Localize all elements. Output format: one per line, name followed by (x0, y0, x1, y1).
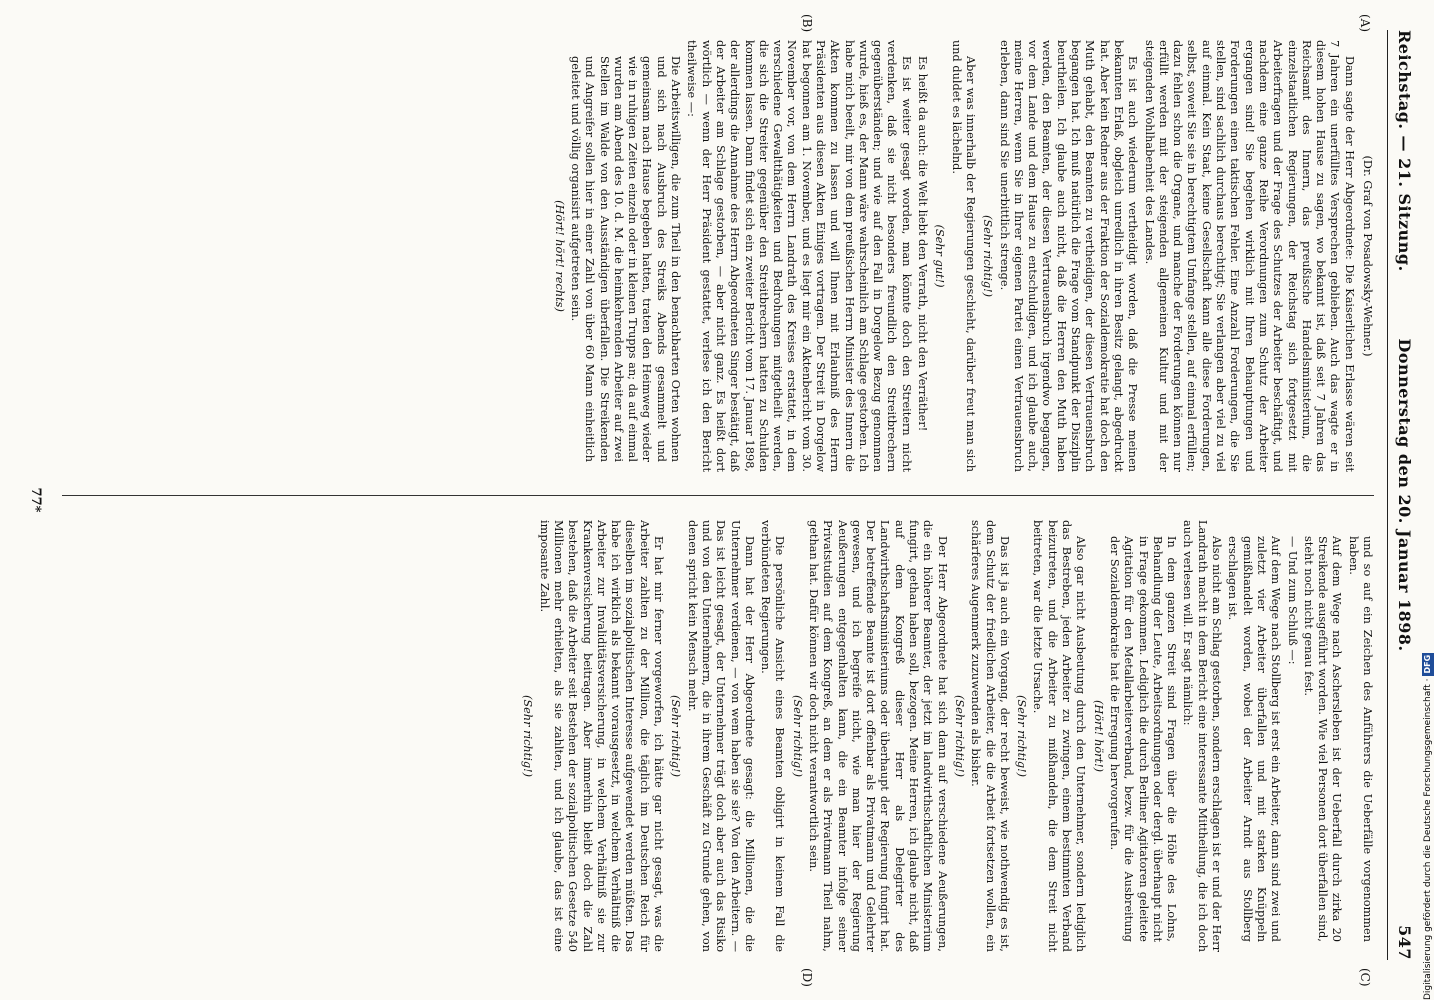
interjection: (Sehr richtig!) (1015, 694, 1029, 778)
paragraph: Also gar nicht Ausbeutung durch den Unternehmer, sondern lediglich das Bestreben, jeden Arbeiter zu zwingen, einem bestimmten Verband beizutreten, und die Arbeiter zu mißhandeln, die dem Streit nicht beitreten, war die letzte Ursache. (1031, 520, 1088, 952)
quoted-passage: Auf dem Wege nach Aschersleben ist der Ueberfall durch zirka 20 Streikende ausgeführt worden. Wie viel Personen dort überfallen sind, steht noch nicht genau fest. (1301, 536, 1344, 942)
interjection: (Sehr richtig!) (981, 214, 995, 298)
interjection: (Sehr richtig!) (790, 694, 804, 778)
digitization-credit (1422, 10, 1434, 1000)
interjection: (Sehr gut!) (933, 224, 947, 288)
header-left: Reichstag. — 21. Sitzung. (1395, 30, 1414, 272)
interjection: (Hört! hört! rechts) (552, 200, 566, 312)
quoted-passage: Die Arbeitswilligen, die zum Theil in den benachbarten Orten wohnen und sich nach Ausbruch des Streiks Abends gesammelt und gemeinsam nach Hause begeben hatten, traten den Heimweg wieder wie in ruhigen Zeiten einzeln oder in kleinen Trupps an; da auf einmal wurden am Abend des 10. d. M. die heimkehrenden Arbeiter auf zwei Stellen im Walde von den Ausständigen überfallen. Die Streikenden und Angreifer sollen hier in einer Zahl von über 60 Mann einheitlich geleitet und völlig organisirt aufgetreten sein. (568, 56, 683, 462)
paragraph: Die persönliche Ansicht eines Beamten obligirt in keinem Fall die verbündeten Regierungen. (759, 520, 787, 952)
paragraph: Dann hat der Herr Abgeordnete gesagt: die Millionen, die die Unternehmer verdienen, — von wem haben sie sie? Von den Arbeitern. — Das ist leicht gesagt, der Unternehmer trägt doch aber auch das Risiko und von den Unternehmern, die in ihrem Geschäft zu Grunde gehen, von denen spricht kein Mensch mehr. (685, 520, 756, 952)
header-rule (1387, 30, 1388, 960)
paragraph: Es ist auch wiederum vertheidigt worden, daß die Presse meinen bekannten Erlaß, obgleich unredlich in ihren Besitz gelangt, abgedruckt hat. Aber kein Redner aus der Fraktion der Sozialdemokratie hat doch den Muth gehabt, den Beamten zu vertheidigen, der diesen Vertrauensbruch begangen hat. Ich muß natürlich die Frage vom Standpunkt der Disziplin beurtheilen. Ich glaube auch nicht, daß die Herren den Muth haben werden, den Beamten, der diesen Vertrauensbruch irgendwo begangen, vor dem Lande und dem Hause zu entschuldigen, und ich glaube auch, meine Herren, wenn Sie in Ihrer eigenen Partei einen Vertrauensbruch erleben, dann sind Sie unerbittlich strenge. (997, 40, 1140, 472)
column-rule (62, 495, 1374, 496)
left-column (62, 40, 1374, 472)
margin-marker-d: (D) (800, 968, 814, 987)
paragraph: Also nicht am Schlag gestorben, sondern erschlagen ist er und der Herr Landrath macht in dem Bericht eine interessante Mittheilung, die ich doch auch verlesen will. Er sagt nämlich: (1181, 520, 1224, 952)
quoted-passage: und so auf ein Zeichen des Anführers die Ueberfälle vorgenommen haben. (1346, 536, 1374, 942)
credit-text: Digitalisierung gefördert durch die Deutsche Forschungsgemeinschaft · (1423, 678, 1433, 1000)
dfg-logo: DFG (1423, 654, 1432, 674)
interjection: (Hört! hört!) (1091, 699, 1105, 773)
paragraph: Es ist weiter gesagt worden, man könnte doch den Streitern nicht verdenken, daß sie nicht besonders freundlich den Streitbrechern gegenüberständen; und wie auf den Fall in Dorgelow Bezug genommen wurde, hieß es, der Mann wäre wahrscheinlich am Schlage gestorben. Ich habe mich beeilt, mir von dem preußischen Herrn Minister des Innern die Akten kommen zu lassen und will Ihnen mit Erlaubniß des Herrn Präsidenten aus diesen Akten Einiges vortragen. Der Streit in Dorgelow hat begonnen am 1. November, und es liegt mir ein Aktenbericht vom 30. November vor, von dem Herrn Landrath des Kreises erstattet, in dem verschiedene Gewaltthätigkeiten und Bedrohungen mitgetheilt werden, die sich die Streiter gegenüber den Streitbrechern hatten zu Schulden kommen lassen. Dann findet sich ein zweiter Bericht vom 17. Januar 1898, der allerdings die Annahme des Herrn Abgeordneten Singer bestätigt, daß der Arbeiter am Schlage gestorben, — aber nicht ganz. Es heißt dort wörtlich — wenn der Herr Präsident gestattet, verlese ich den Bericht theilweise —: (685, 40, 913, 472)
interjection: (Sehr richtig!) (521, 694, 535, 778)
paragraph: Es heißt da auch: die Welt liebt den Verrath, nicht den Verräther! (916, 56, 930, 432)
margin-marker-c: (C) (1358, 968, 1372, 987)
paragraph: Das ist ja auch ein Vorgang, der recht beweist, wie nothwendig es ist, dem Schutz der friedlichen Arbeiter, die die Arbeit fortsetzen wollen, ein schärferes Augenmerk zuzuwenden als bisher. (969, 520, 1011, 952)
quoted-passage: — Und zum Schluß —: (1285, 536, 1299, 665)
margin-marker-a: (A) (1358, 14, 1372, 33)
speaker-line: (Dr. Graf von Posadowsky-Wehner.) (1361, 155, 1374, 357)
paragraph: Dann sagte der Herr Abgeordnete: Die Kaiserlichen Erlasse wären seit 7 Jahren ein unerfülltes Versprechen geblieben. Auch das wagte er in diesem hohen Hause zu sagen, wo bekannt ist, daß seit 7 Jahren das Reichsamt des Innern, das preußische Handelsministerium, die einzelstaatlichen Regierungen, der Reichstag sich fortgesetzt mit Arbeiterfragen und der Frage des Schutzes der Arbeiter beschäftigt, und nachdem eine ganze Reihe Verordnungen zum Schutz der Arbeiter ergangen sind! Sie begehen wirklich mit Ihren Behauptungen und Forderungen einen taktischen Fehler. Eine Anzahl Forderungen, die Sie stellen, sind sachlich durchaus berechtigt; Sie verlangen aber viel zu viel auf einmal. Kein Staat, keine Gesellschaft kann alle diese Forderungen, selbst, soweit Sie sie in berechtigtem Umfange stellen, auf einmal erfüllen; dazu fehlen schon die Organe, und manche der Forderungen können nur erfüllt werden mit der steigenden allgemeinen Kultur und mit der steigenden Wohlhabenheit des Landes. (1142, 40, 1356, 472)
signature-mark: 77* (28, 487, 43, 513)
page-number: 547 (1395, 925, 1414, 960)
quoted-passage: Auf dem Wege nach Stollberg ist erst ein Arbeiter, dann sind zwei und zuletzt vier Arbeiter überfallen und mit starken Knüppeln gemißhandelt worden, wobei der Arbeiter Arndt aus Stollberg erschlagen ist. (1226, 536, 1283, 942)
interjection: (Sehr richtig!) (669, 694, 683, 778)
page-header (1390, 30, 1416, 960)
paragraph: Aber was innerhalb der Regierungen geschieht, darüber freut man sich und duldet es lächelnd. (949, 40, 977, 472)
paragraph: Er hat mir ferner vorgeworfen, ich hätte gar nicht gesagt, was die Arbeiter zahlten zu der Million, die täglich im Deutschen Reich für dieselben im sozialpolitischen Interesse aufgewendet werden müßten. Das habe ich wirklich als bekannt vorausgesetzt, in welchem Verhältniß die Arbeiter zur Invaliditätsversicherung, in welchem Verhältniß sie zur Krankenversicherung beitragen. Aber immerhin bleibt doch die Zahl bestehen, daß die Arbeiter seit Bestehen der sozialpolitischen Gesetze 540 Millionen mehr erhielten, als sie zahlten, und ich glaube, das ist eine imposante Zahl. (537, 520, 666, 952)
margin-marker-b: (B) (800, 14, 814, 33)
paragraph: Der Herr Abgeordnete hat sich dann auf verschiedene Aeußerungen, die ein höherer Beamter, der jetzt im landwirthschaftlichen Ministerium fungirt, gethan haben soll, bezogen. Meine Herren, ich glaube nicht, daß auf dem Kongreß dieser Herr als Delegirter des Landwirthschaftsministeriums oder überhaupt der Regierung fungirt hat. Der betreffende Beamte ist dort offenbar als Privatmann und Gelehrter gewesen, und ich begreife nicht, wie man hier der Regierung Aeußerungen entgegenhalten kann, die ein Beamter infolge seiner Privatstudien auf dem Kongreß, an dem er als Privatmann Theil nahm, gethan hat. Dafür können wir doch nicht verantwortlich sein. (807, 520, 949, 952)
right-column (62, 520, 1374, 952)
interjection: (Sehr richtig!) (952, 694, 966, 778)
header-date: Donnerstag den 20. Januar 1898. (1395, 338, 1414, 652)
quoted-passage: In dem ganzen Streit sind Fragen über die Höhe des Lohns, Behandlung der Leute, Arbeitsordnungen oder dergl. überhaupt nicht in Frage gekommen. Lediglich die durch Berliner Agitatoren geleitete Agitation für den Metallarbeiterverband, bezw. für die Ausbreitung der Sozialdemokratie hat die Erregung hervorgerufen. (1107, 536, 1179, 942)
